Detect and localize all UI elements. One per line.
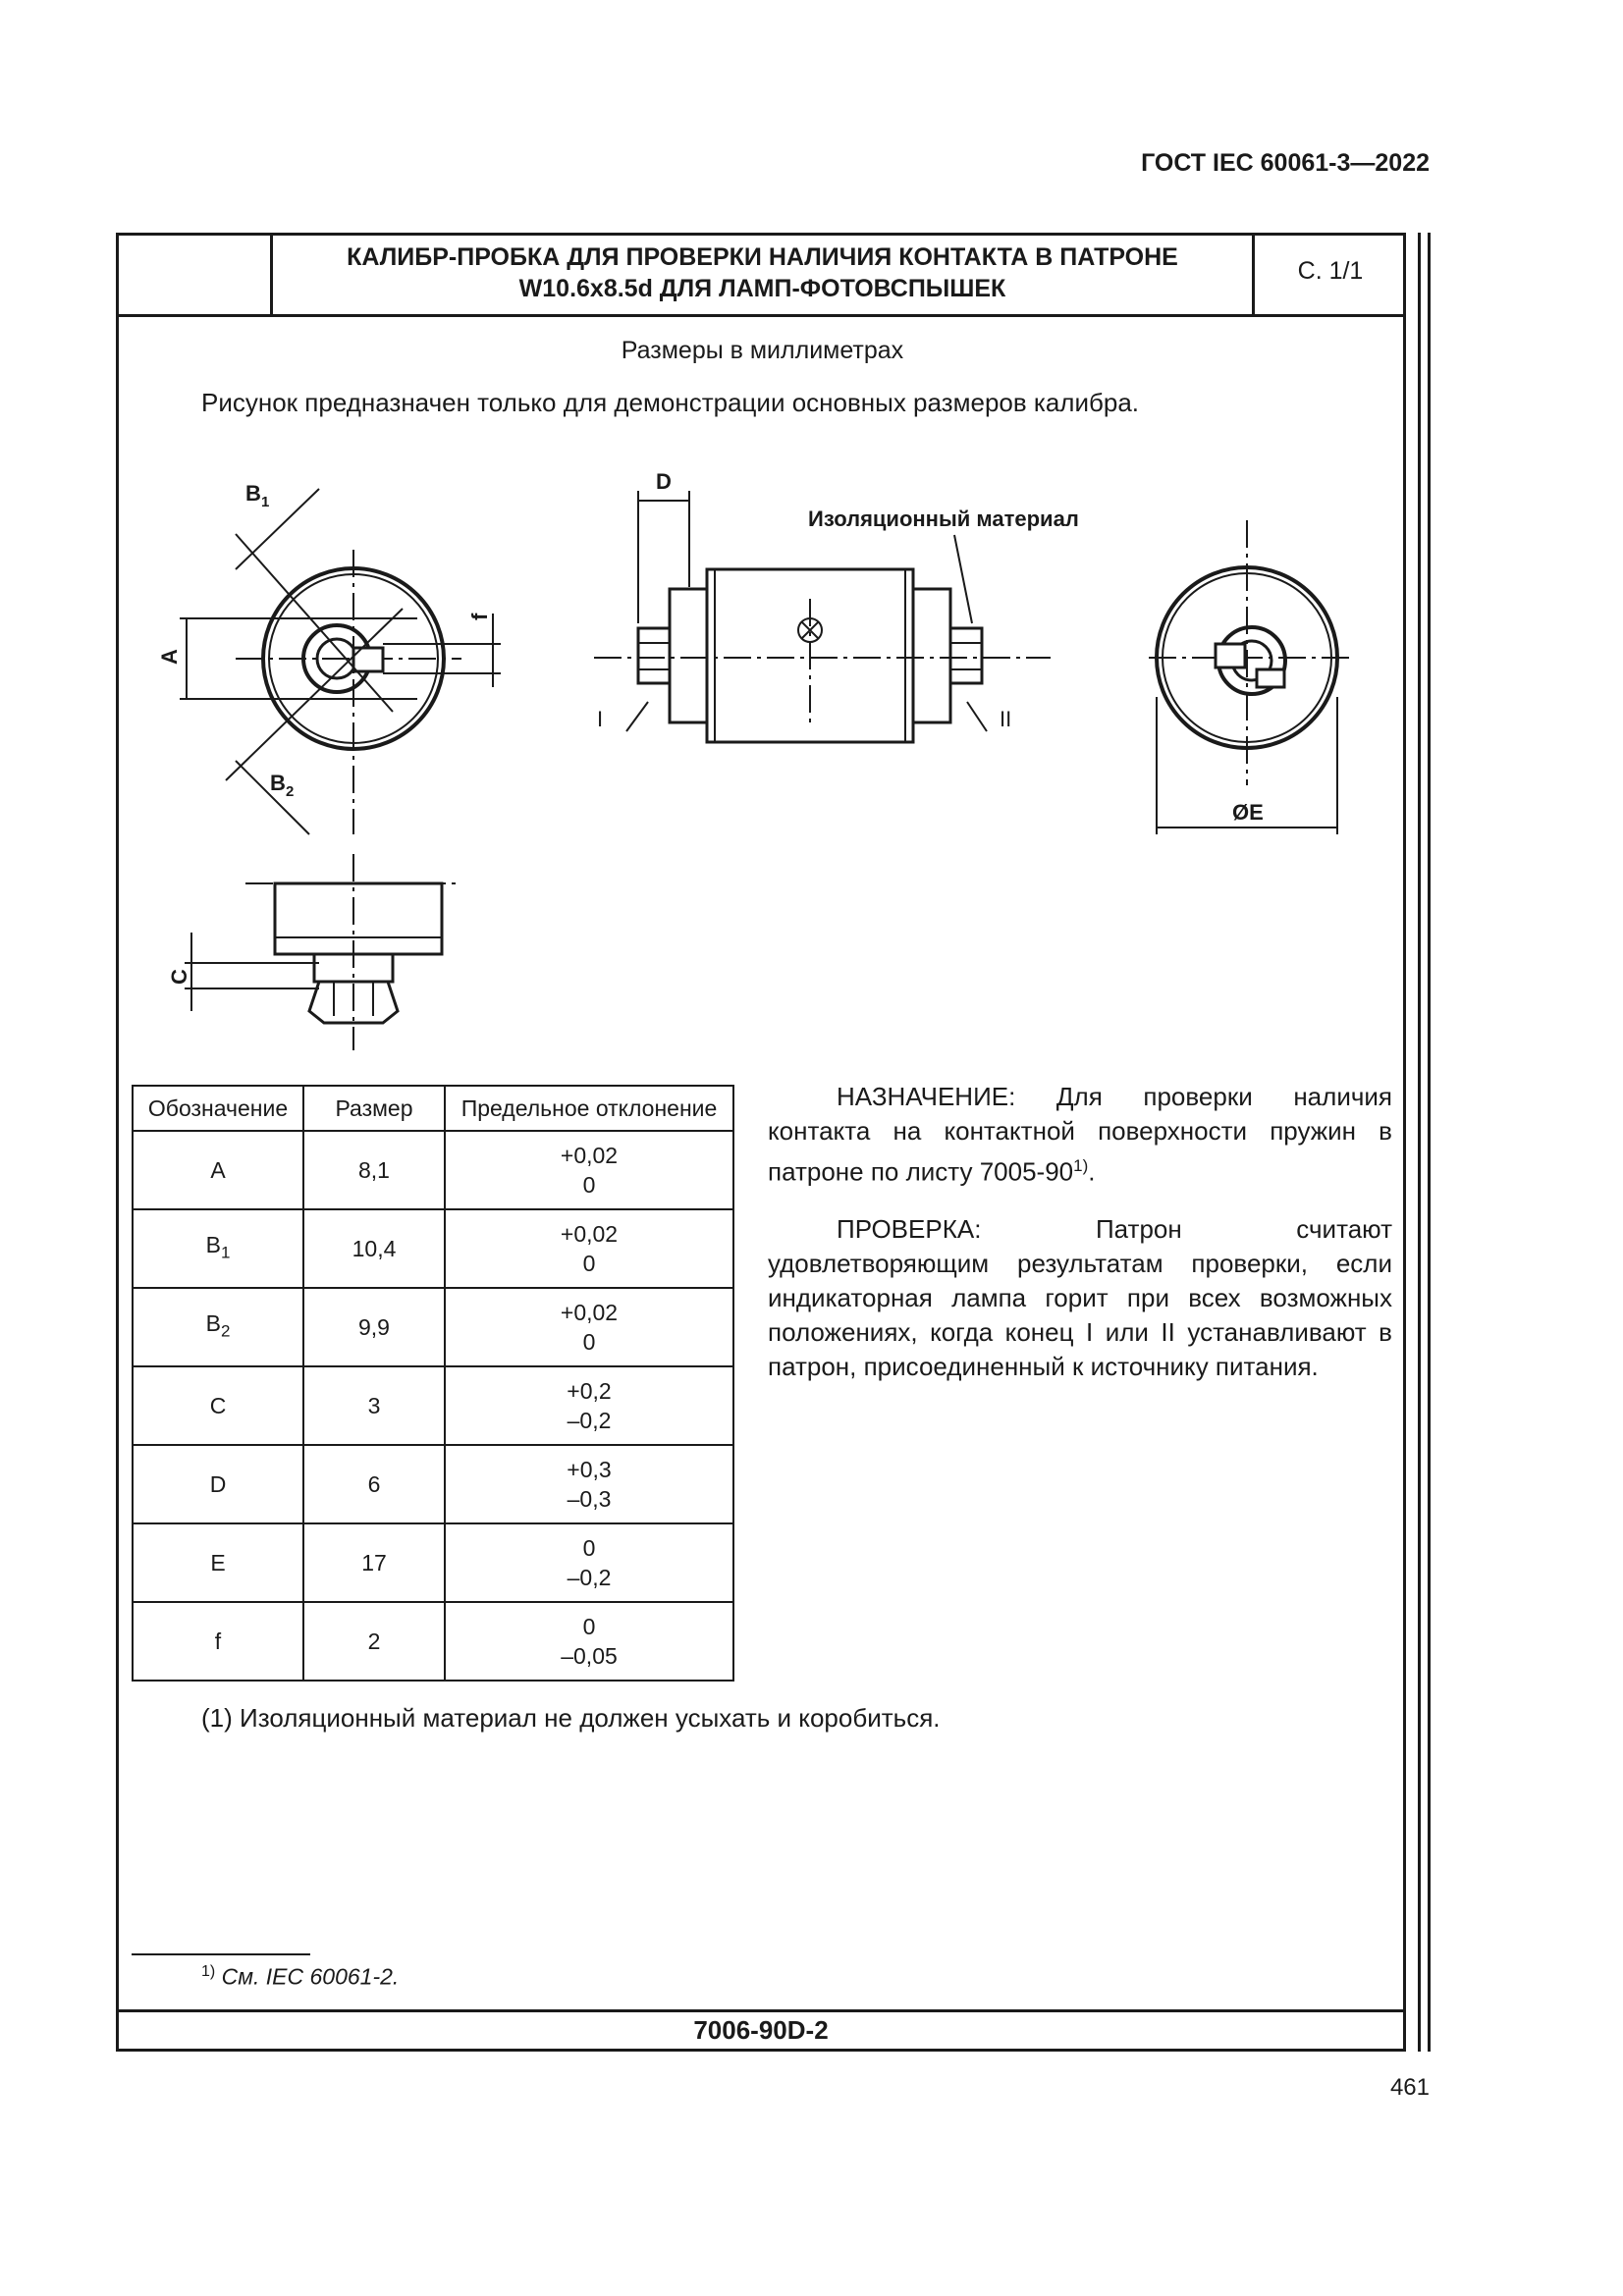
sheet-title <box>273 241 1252 304</box>
footer-divider <box>116 2009 1406 2012</box>
table-header: Обозначение <box>133 1086 303 1131</box>
designation-cell: E <box>133 1523 303 1602</box>
size-cell: 17 <box>303 1523 445 1602</box>
table-row <box>133 1445 733 1523</box>
label-d: D <box>656 469 672 494</box>
label-insulation: Изоляционный материал <box>808 507 1079 531</box>
gauge-drawing <box>147 461 1394 1070</box>
header-divider <box>116 314 1406 317</box>
tolerance-cell: +0,02 0 <box>445 1131 733 1209</box>
tolerance-cell: 0 –0,2 <box>445 1523 733 1602</box>
table-row <box>133 1288 733 1366</box>
table-row <box>133 1602 733 1681</box>
page-number: 461 <box>1389 2074 1430 2101</box>
designation-cell: $B_1$ <box>133 1209 303 1288</box>
size-cell: 6 <box>303 1445 445 1523</box>
tolerance-cell: +0,02 0 <box>445 1209 733 1288</box>
tolerance-cell: +0,2 –0,2 <box>445 1366 733 1445</box>
label-end-1: I <box>597 707 604 731</box>
sheet-number: С. 1/1 <box>1297 257 1364 285</box>
frame-double-line <box>1428 233 1431 2052</box>
designation-cell: D <box>133 1445 303 1523</box>
label-f: f <box>467 613 492 620</box>
end-view-right <box>1149 520 1355 834</box>
dimensions-table <box>132 1085 734 1682</box>
table-row <box>133 1366 733 1445</box>
designation-cell: $B_2$ <box>133 1288 303 1366</box>
size-cell: 3 <box>303 1366 445 1445</box>
designation-cell: f <box>133 1602 303 1681</box>
label-b2-sub: 2 <box>286 783 295 800</box>
table-row <box>133 1131 733 1209</box>
table-row <box>133 1209 733 1288</box>
size-cell: 10,4 <box>303 1209 445 1288</box>
sheet-title-line2: W10.6x8.5d ДЛЯ ЛАМП-ФОТОВСПЫШЕК <box>518 275 1006 302</box>
tolerance-cell: +0,02 0 <box>445 1288 733 1366</box>
frame-double-line <box>1418 233 1421 2052</box>
label-end-2: II <box>1000 707 1012 731</box>
table-header: Размер <box>303 1086 445 1131</box>
dimensions-note: Размеры в миллиметрах <box>621 337 904 364</box>
label-b2: B <box>270 771 286 795</box>
label-b1: B <box>245 481 261 506</box>
tolerance-cell: 0 –0,05 <box>445 1602 733 1681</box>
tolerance-cell: +0,3 –0,3 <box>445 1445 733 1523</box>
label-b1-sub: 1 <box>261 494 270 510</box>
label-c: C <box>167 969 191 985</box>
table-header: Предельное отклонение <box>445 1086 733 1131</box>
footnote: $^{1)}$ См. IEC 60061-2. <box>201 1963 400 1990</box>
insulation-note: (1) Изоляционный материал не должен усыхать и коробиться. <box>201 1703 941 1733</box>
label-a: A <box>157 649 182 665</box>
size-cell: 8,1 <box>303 1131 445 1209</box>
end-view-left <box>180 489 501 834</box>
size-cell: 9,9 <box>303 1288 445 1366</box>
sheet-title-line1: КАЛИБР-ПРОБКА ДЛЯ ПРОВЕРКИ НАЛИЧИЯ КОНТАКТА В ПАТРОНЕ <box>347 243 1178 271</box>
designation-cell: A <box>133 1131 303 1209</box>
standard-number: ГОСТ IEC 60061-3—2022 <box>1141 149 1430 177</box>
footnote-rule <box>132 1953 310 1955</box>
figure-note: Рисунок предназначен только для демонстрации основных размеров калибра. <box>201 388 1140 417</box>
size-cell: 2 <box>303 1602 445 1681</box>
check-paragraph: ПРОВЕРКА: Патрон считают удовлетворяющим результатам проверки, если индикаторная лампа горит при всех возможных положениях, когда конец I или II устанавливают в патрон, присоединенный к источнику питания. <box>768 1213 1392 1381</box>
sheet-code: 7006-90D-2 <box>693 2015 829 2045</box>
table-header-row <box>133 1086 733 1131</box>
designation-cell: C <box>133 1366 303 1445</box>
purpose-text <box>768 1080 1392 1407</box>
side-view-left <box>185 854 461 1050</box>
label-e: ØE <box>1232 800 1264 825</box>
table-row <box>133 1523 733 1602</box>
purpose-paragraph: НАЗНАЧЕНИЕ: Для проверки наличия контакта на контактной поверхности пружин в патроне по листу 7005-90$^{1)}$. <box>768 1082 1392 1187</box>
